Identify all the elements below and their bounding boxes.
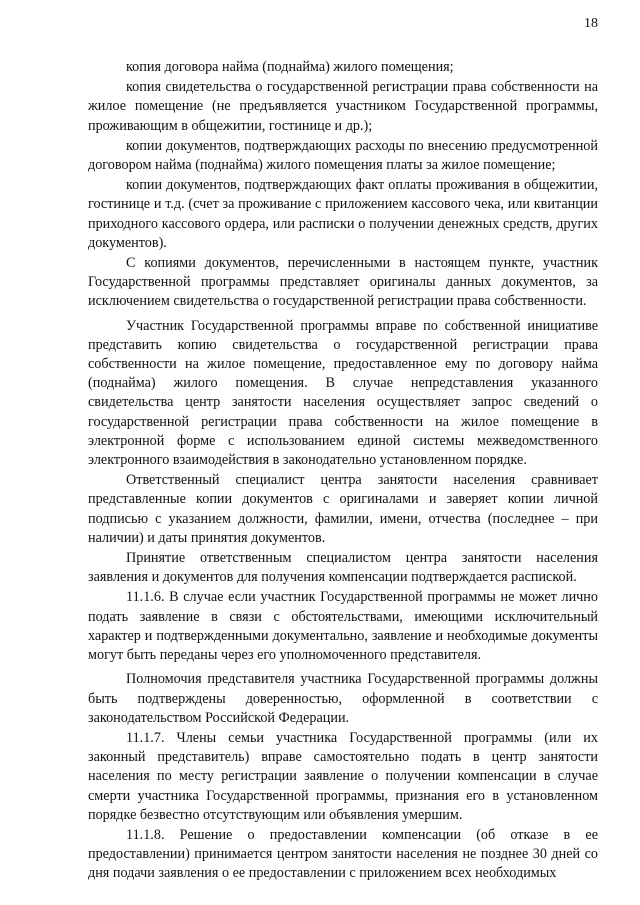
paragraph-7: Ответственный специалист центра занятости населения сравнивает представленные копии документов с оригиналами и заверяет копии личной подписью с указанием должности, фамилии, имени, отчества (последнее – при наличии) и даты принятия документов. [88,472,598,546]
paragraph-6: Участник Государственной программы вправе по собственной инициативе представить копию свидетельства о государственной регистрации права собственности на жилое помещение, предоставленное ему по договору найма (поднайма) жилого помещения. В случае непредставления указанного свидетельства центр занятости населения осуществляет запрос сведений о государственной регистрации права собственности на жилое помещение в электронной форме с использованием единой системы межведомственного электронного взаимодействия в законодательно установленном порядке. [88,317,598,469]
paragraph-9: 11.1.6. В случае если участник Государственной программы не может лично подать заявление в связи с обстоятельствами, имеющими исключительный характер и подтвержденными документально, заявление и необходимые документы могут быть переданы через его уполномоченного представителя. [88,589,598,664]
paragraph-10: Полномочия представителя участника Государственной программы должны быть подтверждены доверенностью, оформленной в соответствии с законодательством Российской Федерации. [88,671,598,726]
paragraph-12: 11.1.8. Решение о предоставлении компенсации (об отказе в ее предоставлении) принимается центром занятости населения не позднее 30 дней со дня подачи заявления о ее предоставлении с приложением всех необходимых [88,826,598,882]
paragraph-4: копии документов, подтверждающих факт оплаты проживания в общежитии, гостинице и т.д. (счет за проживание с приложением кассового чека, или квитанции приходного кассового ордера, или расписки о получении денежных средств, других документов). [88,177,598,251]
paragraph-11: 11.1.7. Члены семьи участника Государственной программы (или их законный представитель) вправе самостоятельно подать в центр занятости населения по месту регистрации заявление о получении компенсации в случае смерти участника Государственной программы, признания его в установленном порядке безвестно отсутствующим или объявления умершим. [88,729,598,823]
paragraph-8: Принятие ответственным специалистом центра занятости населения заявления и документов для получения компенсации подтверждается распиской. [88,550,598,586]
paragraph-1: копия договора найма (поднайма) жилого помещения; [126,59,454,75]
paragraph-5: С копиями документов, перечисленными в настоящем пункте, участник Государственной программы представляет оригиналы данных документов, за исключением свидетельства о государственной регистрации права собственности. [88,255,598,310]
page-number: 18 [584,16,598,31]
paragraph-2: копия свидетельства о государственной регистрации права собственности на жилое помещение (не предъявляется участником Государственной программы, проживающим в общежитии, гостинице и др.); [88,79,598,134]
document-body [88,58,598,884]
paragraph-3: копии документов, подтверждающих расходы по внесению предусмотренной договором найма (поднайма) жилого помещения платы за жилое помещение; [88,137,598,174]
